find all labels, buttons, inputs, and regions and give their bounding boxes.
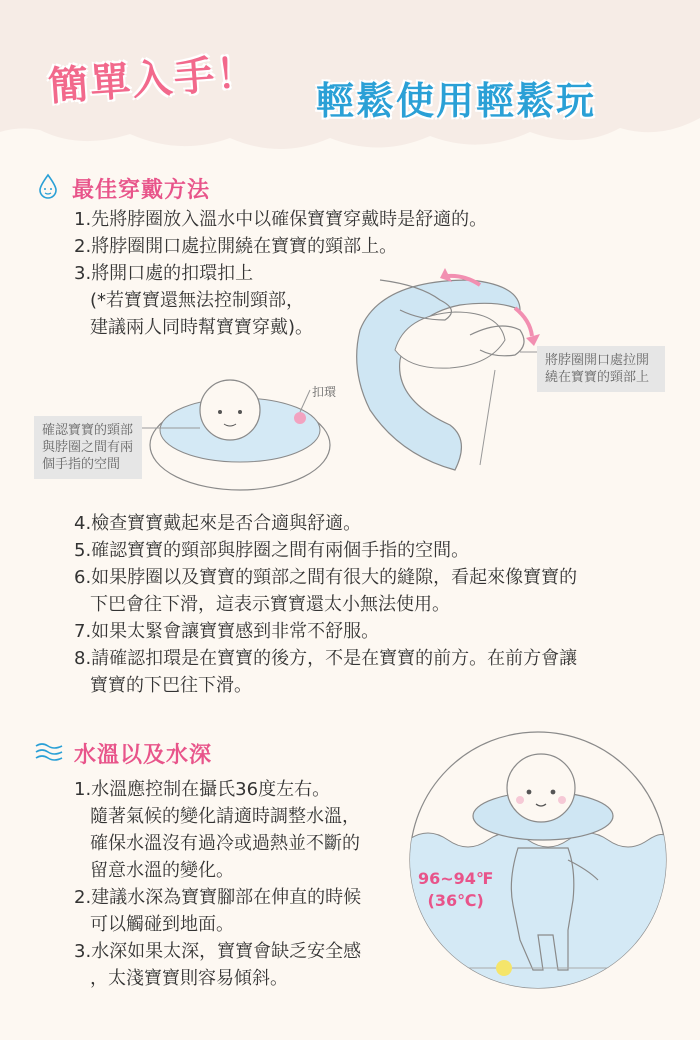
top-banner [0,0,700,160]
water-item-2-line-2: 可以觸碰到地面。 [90,914,234,935]
water-item-1-line-4: 留意水溫的變化。 [90,860,234,881]
water-list [74,776,361,992]
section-heading-wearing [34,172,210,204]
callout-wrap-ring: 將脖圈開口處拉開繞在寶寶的頸部上 [537,346,665,392]
step-3: 3.將開口處的扣環扣上 [74,263,254,284]
temp-fahrenheit: 96~94℉ [418,869,494,888]
water-item-2-line-1: 2.建議水深為寶寶腳部在伸直的時候 [74,887,362,908]
water-item-3-line-2: ，太淺寶寶則容易傾斜。 [90,968,288,989]
callout-two-fingers: 確認寶寶的頸部與脖圈之間有兩個手指的空間 [34,416,142,479]
section-title: 最佳穿戴方法 [72,177,211,203]
step-3-note-line-1: (*若寶寶還無法控制頸部， [90,290,305,311]
banner-title-right: 輕鬆使用輕鬆玩 [316,79,597,123]
step-3-note-line-2: 建議兩人同時幫寶寶穿戴)。 [90,317,314,338]
step-8-line-1: 8.請確認扣環是在寶寶的後方，不是在寶寶的前方。在前方會讓 [74,648,578,669]
step-4: 4.檢查寶寶戴起來是否合適與舒適。 [74,513,362,534]
buckle-label: 扣環 [312,385,337,399]
water-item-3-line-1: 3.水深如果太深，寶寶會缺乏安全感 [74,941,362,962]
step-5: 5.確認寶寶的頸部與脖圈之間有兩個手指的空間。 [74,540,470,561]
step-2: 2.將脖圈開口處拉開繞在寶寶的頸部上。 [74,236,398,257]
banner-title-left: 簡單入手！ [46,49,260,111]
section-heading-water [34,738,212,769]
temp-celsius: (36℃) [427,891,484,910]
water-item-1-line-1: 1.水溫應控制在攝氏36度左右。 [74,779,331,800]
water-depth-illustration [408,730,668,990]
step-6-line-1: 6.如果脖圈以及寶寶的頸部之間有很大的縫隙，看起來像寶寶的 [74,567,578,588]
section-title: 水溫以及水深 [74,743,213,768]
step-1: 1.先將脖圈放入溫水中以確保寶寶穿戴時是舒適的。 [74,209,488,230]
water-item-1-line-2: 隨著氣候的變化請適時調整水溫， [90,806,360,827]
water-wave-icon [34,740,64,768]
steps-list-bottom [74,510,577,699]
step-7: 7.如果太緊會讓寶寶感到非常不舒服。 [74,621,380,642]
step-6-line-2: 下巴會往下滑，這表示寶寶還太小無法使用。 [90,594,450,615]
water-drop-face-icon [34,172,62,204]
step-8-line-2: 寶寶的下巴往下滑。 [90,675,252,696]
temperature-label [418,868,493,912]
water-item-1-line-3: 確保水溫沒有過冷或過熱並不斷的 [90,833,360,854]
